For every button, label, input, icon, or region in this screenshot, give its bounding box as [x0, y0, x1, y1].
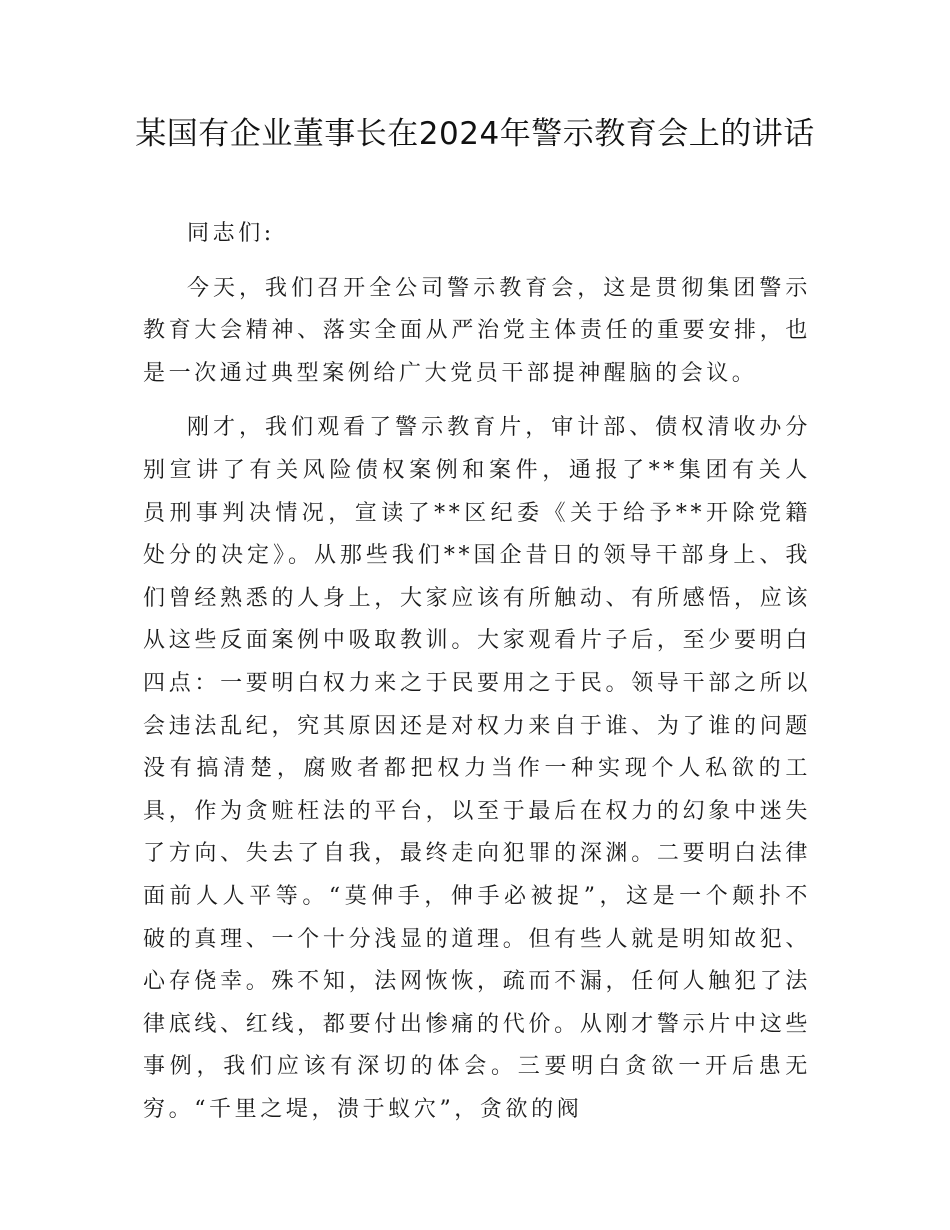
- document-body: [143, 213, 811, 1143]
- salutation: 同志们:: [187, 221, 275, 246]
- paragraph-2: 刚才，我们观看了警示教育片，审计部、债权清收办分别宣讲了有关风险债权案例和案件，通报了**集团有关人员刑事判决情况，宣读了**区纪委《关于给予**开除党籍处分的决定》。从那些我们**国企昔日的领导干部身上、我们曾经熟悉的人身上，大家应该有所触动、有所感悟，应该从这些反面案例中吸取教训。大家观看片子后，至少要明白四点：一要明白权力来之于民要用之于民。领导干部之所以会违法乱纪，究其原因还是对权力来自于谁、为了谁的问题没有搞清楚，腐败者都把权力当作一种实现个人私欲的工具，作为贪赃枉法的平台，以至于最后在权力的幻象中迷失了方向、失去了自我，最终走向犯罪的深渊。二要明白法律面前人人平等。“莫伸手，伸手必被捉”，这是一个颠扑不破的真理、一个十分浅显的道理。但有些人就是明知故犯、心存侥幸。殊不知，法网恢恢，疏而不漏，任何人触犯了法律底线、红线，都要付出惨痛的代价。从刚才警示片中这些事例，我们应该有深切的体会。三要明白贪欲一开后患无穷。“千里之堤，溃于蚁穴”，贪欲的阀: [143, 415, 811, 1122]
- paragraph-1: 今天，我们召开全公司警示教育会，这是贯彻集团警示教育大会精神、落实全面从严治党主体责任的重要安排，也是一次通过典型案例给广大党员干部提神醒脑的会议。: [143, 275, 811, 386]
- document-title: 某国有企业董事长在2024年警示教育会上的讲话: [135, 116, 815, 152]
